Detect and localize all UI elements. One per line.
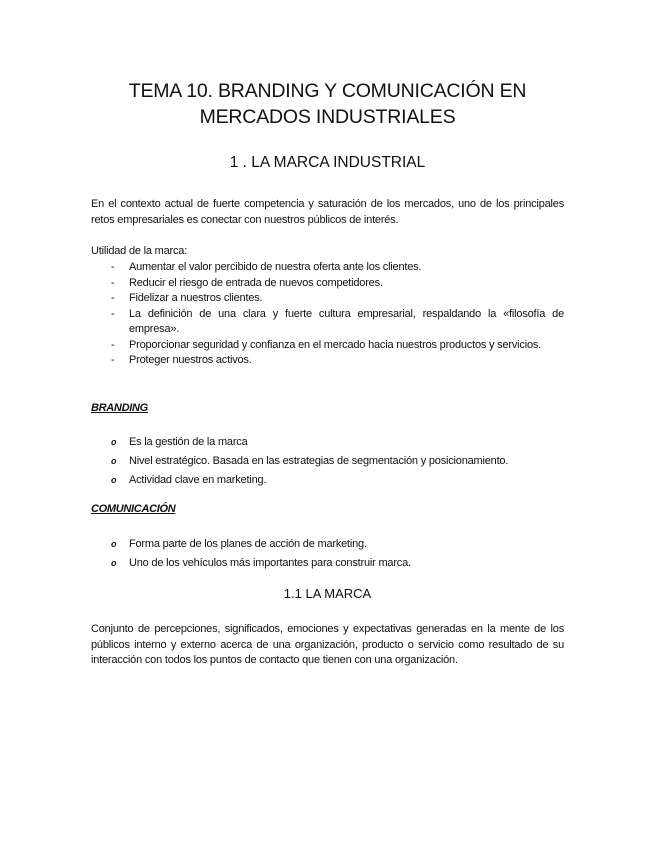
list-item <box>91 537 564 553</box>
list-item <box>91 353 564 369</box>
list-item <box>91 338 564 354</box>
list-item <box>91 435 564 451</box>
list-item <box>91 556 564 572</box>
circle-bullet-icon: o <box>111 456 117 466</box>
dash-bullet-icon: - <box>111 261 115 273</box>
dash-bullet-icon: - <box>111 276 115 289</box>
list-item-text: Reducir el riesgo de entrada de nuevos competidores. <box>129 276 383 289</box>
dash-bullet-icon: - <box>111 307 115 320</box>
circle-bullet-icon: o <box>111 558 117 568</box>
dash-bullet-icon: - <box>111 354 115 366</box>
circle-bullet-icon: o <box>111 539 117 549</box>
list-item-text: Nivel estratégico. Basada en las estrategias de segmentación y posicionamiento. <box>129 455 509 467</box>
intro-paragraph: En el contexto actual de fuerte competencia y saturación de los mercados, uno de los principales retos empresariales es conectar con nuestros públicos de interés. <box>91 198 564 226</box>
list-item-text: Forma parte de los planes de acción de marketing. <box>129 538 367 550</box>
list-item <box>91 260 564 276</box>
list-item <box>91 454 564 470</box>
section-heading-marca-industrial: 1 . LA MARCA INDUSTRIAL <box>229 154 426 171</box>
circle-bullet-icon: o <box>111 475 117 485</box>
list-item-text: Proteger nuestros activos. <box>129 354 252 366</box>
comunicacion-heading: COMUNICACIÓN <box>91 503 176 515</box>
title-line-2: MERCADOS INDUSTRIALES <box>199 106 456 128</box>
dash-bullet-icon: - <box>111 292 115 304</box>
title-line-1: TEMA 10. BRANDING Y COMUNICACIÓN EN <box>128 80 527 102</box>
list-item <box>91 291 564 307</box>
branding-heading: BRANDING <box>91 402 148 414</box>
list-item <box>91 276 564 292</box>
list-item-text: Fidelizar a nuestros clientes. <box>129 292 263 304</box>
list-item-text: Es la gestión de la marca <box>129 436 248 448</box>
section-heading-la-marca: 1.1 LA MARCA <box>283 586 372 601</box>
list-item-text: Proporcionar seguridad y confianza en el mercado hacia nuestros productos y servicios. <box>129 338 542 351</box>
utilidad-label: Utilidad de la marca: <box>91 245 188 257</box>
dash-bullet-icon: - <box>111 338 115 351</box>
document-title <box>90 78 565 130</box>
list-item-text: Uno de los vehículos más importantes para construir marca. <box>129 557 411 569</box>
list-item-text: La definición de una clara y fuerte cultura empresarial, respaldando la «filosofía de empresa». <box>129 307 564 335</box>
list-item <box>91 307 564 338</box>
branding-list <box>91 435 564 492</box>
list-item-text: Aumentar el valor percibido de nuestra oferta ante los clientes. <box>129 261 422 273</box>
marca-definition-paragraph: Conjunto de percepciones, significados, emociones y expectativas generadas en la mente de los públicos interno y externo acerca de una organización, producto o servicio como resultado de su interacción con todos los puntos de contacto que tienen con una organización. <box>91 623 564 666</box>
list-item <box>91 473 564 489</box>
comunicacion-list <box>91 537 564 575</box>
circle-bullet-icon: o <box>111 437 117 447</box>
utilidad-list <box>91 260 564 369</box>
list-item-text: Actividad clave en marketing. <box>129 474 267 486</box>
